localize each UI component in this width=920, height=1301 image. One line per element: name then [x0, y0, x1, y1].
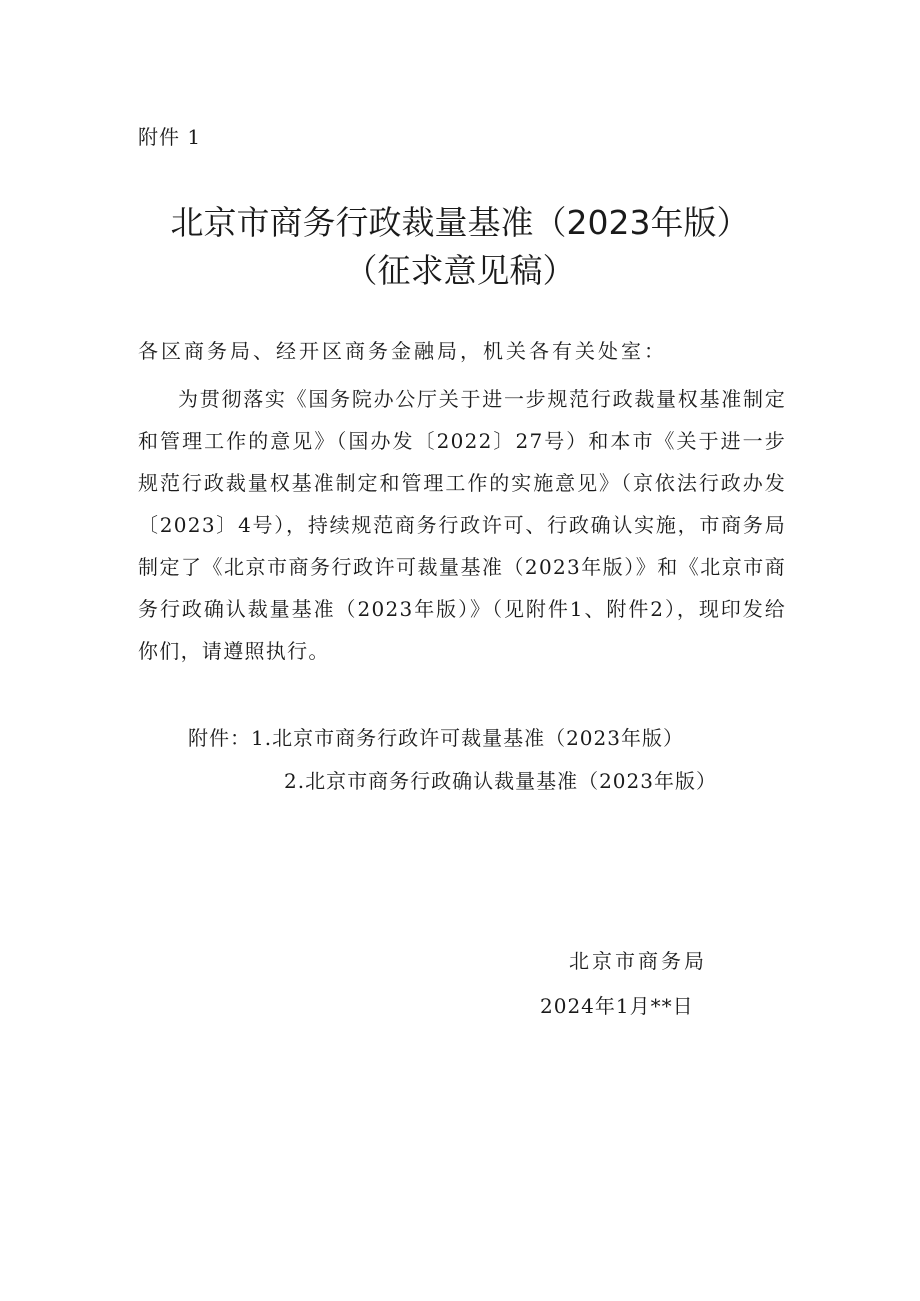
attachment-item-1: 附件：1.北京市商务行政许可裁量基准（2023年版） — [188, 726, 684, 750]
attachment-item-2: 2.北京市商务行政确认裁量基准（2023年版） — [284, 769, 717, 793]
document-title: 北京市商务行政裁量基准（2023年版） — [170, 203, 750, 242]
issuer-signature: 北京市商务局 — [569, 949, 707, 973]
body-paragraph: 为贯彻落实《国务院办公厅关于进一步规范行政裁量权基准制定和管理工作的意见》（国办发〔2022〕27号）和本市《关于进一步规范行政裁量权基准制定和管理工作的实施意见》（京依法行政办发〔2023〕4号），持续规范商务行政许可、行政确认实施，市商务局制定了《北京市商务行政许可裁量基准（2023年版）》和《北京市商务行政确认裁量基准（2023年版）》（见附件1、附件2），现印发给你们，请遵照执行。 — [138, 387, 786, 663]
issue-date: 2024年1月**日 — [540, 994, 694, 1018]
salutation: 各区商务局、经开区商务金融局，机关各有关处室： — [138, 339, 667, 363]
document-subtitle: （征求意见稿） — [344, 251, 576, 290]
attachment-label: 附件 1 — [138, 125, 202, 149]
